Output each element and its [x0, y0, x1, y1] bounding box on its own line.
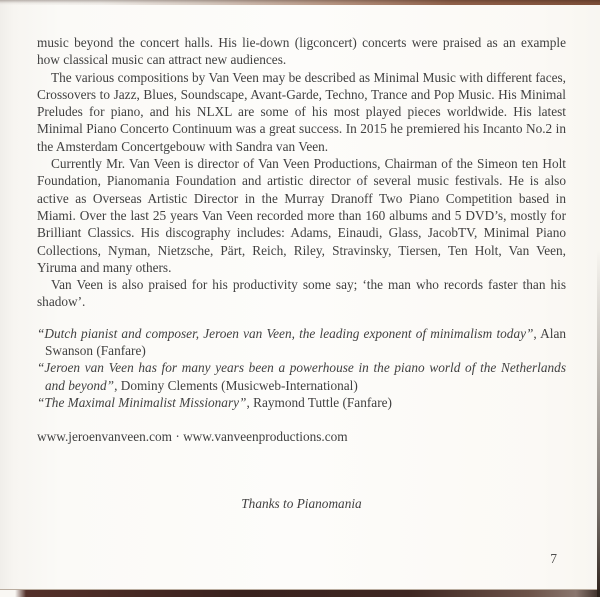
websites-line: www.jeroenvanveen.com · www.vanveenproductions.com — [37, 429, 348, 445]
press-quote-musicweb-clements — [37, 359, 566, 394]
quote-attribution: , Alan Swanson (Fanfare) — [45, 325, 566, 359]
press-quotes — [37, 325, 566, 411]
thanks-note: Thanks to Pianomania — [241, 495, 362, 511]
photo-edge-top — [0, 0, 600, 5]
quote-text: “The Maximal Minimalist Missionary” — [37, 394, 247, 410]
press-quote-fanfare-tuttle — [37, 394, 566, 411]
press-quote-fanfare-swanson — [37, 325, 566, 360]
quote-attribution: , Dominy Clements (Musicweb-International) — [114, 377, 358, 393]
photo-edge-bottom — [0, 589, 600, 597]
page-number: 7 — [550, 551, 557, 566]
body-text — [37, 34, 566, 512]
paragraph-continuation: music beyond the concert halls. His lie-down (ligconcert) concerts were praised as an example how classical music can attract new audiences. — [37, 35, 566, 68]
paragraph-current-roles: Currently Mr. Van Veen is director of Van Veen Productions, Chairman of the Simeon ten Holt Foundation, Pianomania Foundation and artistic director of several music festivals. He is also active as Overseas Artistic Director in the Murray Dranoff Two Piano Competition based in Miami. Over the last 25 years Van Veen recorded more than 160 albums and 5 DVD’s, mostly for Brilliant Classics. His discography includes: Adams, Einaudi, Glass, JacobTV, Minimal Piano Collections, Nyman, Nietzsche, Pärt, Reich, Riley, Stravinsky, Tiersen, Ten Holt, Van Veen, Yiruma and many others. — [37, 156, 566, 275]
paragraph-compositions: The various compositions by Van Veen may be described as Minimal Music with different faces, Crossovers to Jazz, Blues, Soundscape, Avant-Garde, Techno, Trance and Pop Music. His Minimal Preludes for piano, and his NLXL are some of his most played pieces worldwide. His latest Minimal Piano Concerto Continuum was a great success. In 2015 he premiered his Incanto No.2 in the Amsterdam Concertgebouw with Sandra van Veen. — [37, 69, 566, 154]
quote-text: “Jeroen van Veen has for many years been a powerhouse in the piano world of the Netherlands and beyond” — [37, 360, 566, 393]
quote-text: “Dutch pianist and composer, Jeroen van Veen, the leading exponent of minimalism today” — [37, 325, 534, 341]
paragraph-productivity: Van Veen is also praised for his productivity some say; ‘the man who records faster than his shadow’. — [37, 277, 566, 310]
quote-attribution: , Raymond Tuttle (Fanfare) — [246, 394, 392, 410]
